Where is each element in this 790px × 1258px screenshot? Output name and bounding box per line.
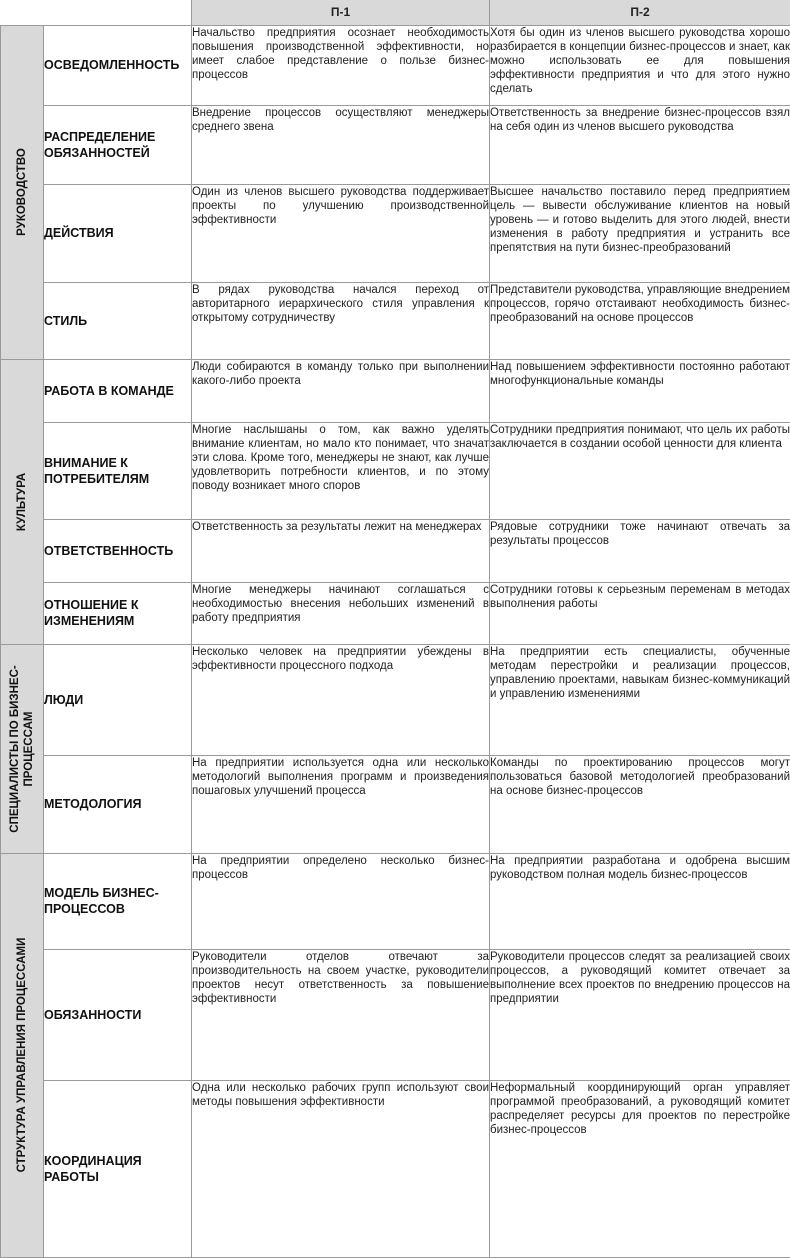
column-header-p1: П-1	[192, 0, 490, 25]
group-label-text: КУЛЬТУРА	[15, 472, 29, 530]
row-heading: ЛЮДИ	[44, 644, 192, 755]
table-row	[1, 644, 790, 755]
cell-p1: Люди собираются в команду только при выполнении какого-либо проекта	[192, 359, 490, 422]
cell-p1: Руководители отделов отвечают за производительность на своем участке, руководители проектов несут ответственность за повышение эффективности	[192, 949, 490, 1080]
row-heading: ОТВЕТСТВЕННОСТЬ	[44, 519, 192, 582]
cell-p2: Сотрудники предприятия понимают, что цель их работы заключается в создании особой ценности для клиента	[490, 422, 790, 519]
table-row	[1, 755, 790, 853]
row-heading: ОСВЕДОМЛЕННОСТЬ	[44, 25, 192, 105]
cell-p2: Над повышением эффективности постоянно работают многофункциональные команды	[490, 359, 790, 422]
cell-p1: Несколько человек на предприятии убеждены в эффективности процессного подхода	[192, 644, 490, 755]
group-label-leadership	[1, 25, 44, 359]
header-corner	[1, 0, 192, 25]
cell-p2: Рядовые сотрудники тоже начинают отвечать за результаты процессов	[490, 519, 790, 582]
row-heading: ДЕЙСТВИЯ	[44, 184, 192, 282]
cell-p2: Руководители процессов следят за реализацией своих процессов, а руководящий комитет отвечает за выполнение всех проектов по внедрению процессов на предприятии	[490, 949, 790, 1080]
cell-p1: В рядах руководства начался переход от авторитарного иерархического стиля управления к открытому сотрудничеству	[192, 282, 490, 359]
row-heading: РАСПРЕДЕЛЕНИЕ ОБЯЗАННОСТЕЙ	[44, 105, 192, 184]
table-row	[1, 853, 790, 949]
table-row	[1, 422, 790, 519]
cell-p1: Один из членов высшего руководства поддерживает проекты по улучшению производственной эффективности	[192, 184, 490, 282]
table-row	[1, 359, 790, 422]
table-row	[1, 519, 790, 582]
column-header-p2: П-2	[490, 0, 790, 25]
group-label-text: СПЕЦИАЛИСТЫ ПО БИЗНЕС-ПРОЦЕССАМ	[8, 664, 36, 834]
table-row	[1, 105, 790, 184]
header-row	[1, 0, 790, 25]
cell-p1: Одна или несколько рабочих групп используют свои методы повышения эффективности	[192, 1080, 490, 1257]
cell-p1: Ответственность за результаты лежит на менеджерах	[192, 519, 490, 582]
cell-p2: Команды по проектированию процессов могут пользоваться базовой методологией преобразований на основе бизнес-процессов	[490, 755, 790, 853]
row-heading: ОТНОШЕНИЕ К ИЗМЕНЕНИЯМ	[44, 582, 192, 644]
group-label-specialists	[1, 644, 44, 853]
table-row	[1, 25, 790, 105]
table-row	[1, 582, 790, 644]
group-label-text: РУКОВОДСТВО	[15, 148, 29, 236]
cell-p2: Сотрудники готовы к серьезным переменам в методах выполнения работы	[490, 582, 790, 644]
row-heading: ВНИМАНИЕ К ПОТРЕБИТЕЛЯМ	[44, 422, 192, 519]
cell-p2: Ответственность за внедрение бизнес-процессов взял на себя один из членов высшего руководства	[490, 105, 790, 184]
cell-p1: На предприятии используется одна или несколько методологий выполнения программ и произведения пошаговых улучшений процесса	[192, 755, 490, 853]
group-label-process-governance	[1, 853, 44, 1257]
cell-p1: Многие наслышаны о том, как важно уделять внимание клиентам, но мало кто понимает, что значат эти слова. Кроме того, менеджеры не знают, как лучше удовлетворить потребности клиентов, и по этому поводу возникает много споров	[192, 422, 490, 519]
cell-p1: Внедрение процессов осуществляют менеджеры среднего звена	[192, 105, 490, 184]
cell-p2: На предприятии разработана и одобрена высшим руководством полная модель бизнес-процессов	[490, 853, 790, 949]
cell-p2: Неформальный координирующий орган управляет программой преобразований, а руководящий комитет распределяет ресурсы для проектов по перестройке бизнес-процессов	[490, 1080, 790, 1257]
row-heading: МОДЕЛЬ БИЗНЕС-ПРОЦЕССОВ	[44, 853, 192, 949]
row-heading: РАБОТА В КОМАНДЕ	[44, 359, 192, 422]
cell-p2: Высшее начальство поставило перед предприятием цель — вывести обслуживание клиентов на новый уровень — и готово выделить для этого людей, внести изменения в работу предприятия и устранить все препятствия на пути бизнес-преобразований	[490, 184, 790, 282]
cell-p1: На предприятии определено несколько бизнес-процессов	[192, 853, 490, 949]
row-heading: ОБЯЗАННОСТИ	[44, 949, 192, 1080]
row-heading: МЕТОДОЛОГИЯ	[44, 755, 192, 853]
table-row	[1, 184, 790, 282]
group-label-text: СТРУКТУРА УПРАВЛЕНИЯ ПРОЦЕССАМИ	[15, 938, 29, 1173]
group-label-culture	[1, 359, 44, 644]
cell-p1: Начальство предприятия осознает необходимость повышения производственной эффективности, но имеет слабое представление о пользе бизнес-процессов	[192, 25, 490, 105]
cell-p2: Представители руководства, управляющие внедрением процессов, горячо отстаивают необходимость бизнес-преобразований на основе процессов	[490, 282, 790, 359]
table-row	[1, 1080, 790, 1257]
row-heading: СТИЛЬ	[44, 282, 192, 359]
cell-p1: Многие менеджеры начинают соглашаться с необходимостью внесения небольших изменений в работу предприятия	[192, 582, 490, 644]
table-row	[1, 949, 790, 1080]
cell-p2: На предприятии есть специалисты, обученные методам перестройки и реализации процессов, управлению проектами, навыкам бизнес-коммуникаций и управлению изменениями	[490, 644, 790, 755]
table-row	[1, 282, 790, 359]
row-heading: КООРДИНАЦИЯ РАБОТЫ	[44, 1080, 192, 1257]
cell-p2: Хотя бы один из членов высшего руководства хорошо разбирается в концепции бизнес-процессов и знает, как можно использовать ее для повышения эффективности предприятия и что для этого нужно сделать	[490, 25, 790, 105]
